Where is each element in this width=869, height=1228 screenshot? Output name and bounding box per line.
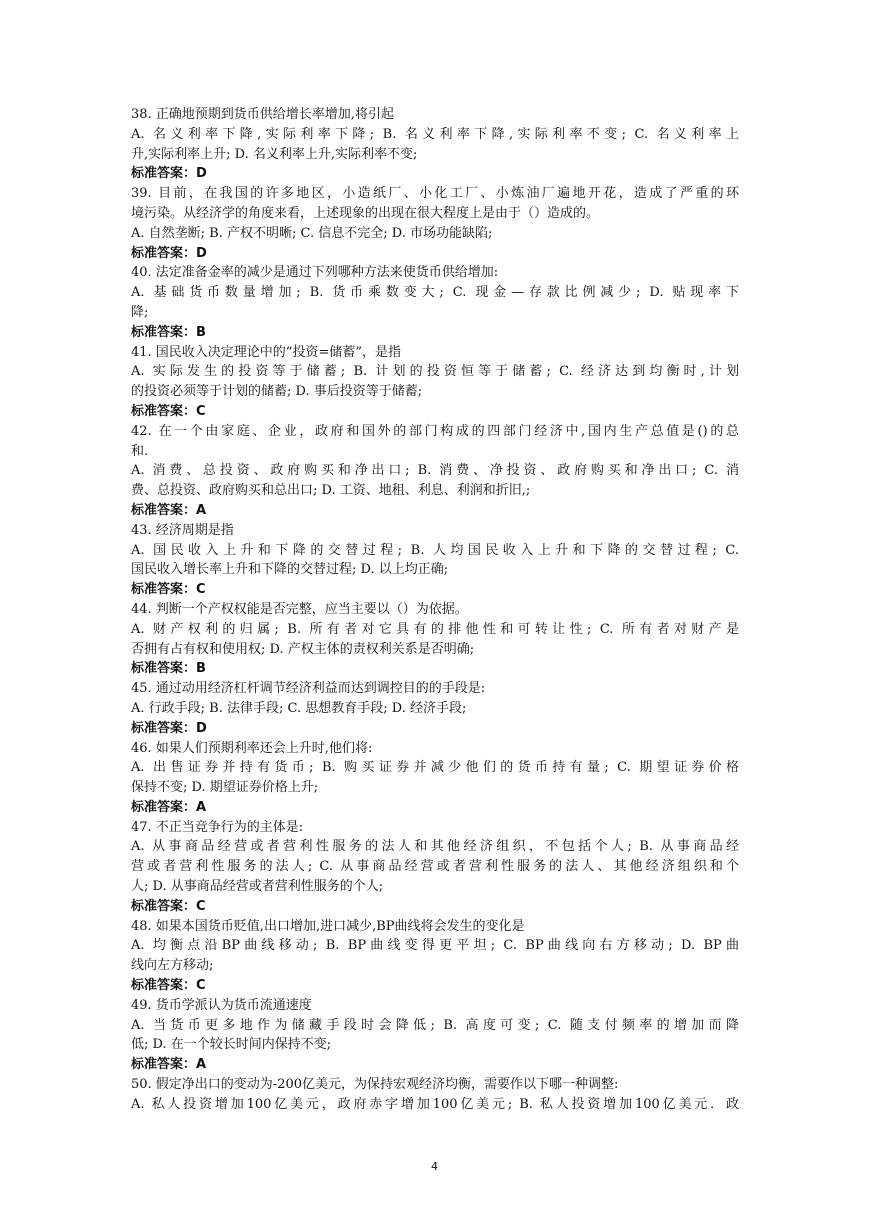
question-block bbox=[131, 679, 739, 738]
question-block bbox=[131, 1075, 739, 1115]
standard-answer: 标准答案：A bbox=[131, 502, 207, 518]
question-text-line: 境污染。从经济学的角度来看，上述现象的出现在很大程度上是由于（）造成的。 bbox=[131, 205, 600, 221]
standard-answer: 标准答案：D bbox=[131, 720, 207, 736]
standard-answer: 标准答案：D bbox=[131, 166, 207, 182]
question-stem-line: 47. 不正当竞争行为的主体是: bbox=[131, 819, 304, 835]
question-text-line: A. 国民收入上升和下降的交替过程; B. 人均国民收入上升和下降的交替过程; C. bbox=[131, 542, 739, 558]
question-stem-line: 43. 经济周期是指 bbox=[131, 522, 234, 538]
standard-answer: 标准答案：D bbox=[131, 245, 207, 261]
standard-answer: 标准答案：C bbox=[131, 978, 206, 994]
question-text-line: A. 均衡点沿BP曲线移动; B. BP曲线变得更平坦; C. BP曲线向右方移动; D. BP曲 bbox=[131, 938, 739, 954]
question-text-line: 人; D. 从事商品经营或者营利性服务的个人; bbox=[131, 879, 384, 895]
question-text-line: 的投资必须等于计划的储蓄; D. 事后投资等于储蓄; bbox=[131, 384, 423, 400]
question-stem-line: 44. 判断一个产权权能是否完整，应当主要以（）为依据。 bbox=[131, 601, 468, 617]
standard-answer: 标准答案：C bbox=[131, 582, 206, 598]
page-number: 4 bbox=[431, 1160, 438, 1173]
question-text-line: 国民收入增长率上升和下降的交替过程; D. 以上均正确; bbox=[131, 562, 449, 578]
question-stem-line: 45. 通过动用经济杠杆调节经济利益而达到调控目的的手段是: bbox=[131, 681, 486, 697]
standard-answer: 标准答案：C bbox=[131, 898, 206, 914]
question-block bbox=[131, 521, 739, 600]
question-text-line: A. 实际发生的投资等于储蓄; B. 计划的投资恒等于储蓄; C. 经济达到均衡时,计划 bbox=[131, 364, 739, 380]
question-text-line: A. 行政手段; B. 法律手段; C. 思想教育手段; D. 经济手段; bbox=[131, 700, 467, 716]
question-stem-line: 40. 法定准备金率的减少是通过下列哪种方法来使货币供给增加: bbox=[131, 265, 499, 281]
standard-answer: 标准答案：B bbox=[131, 324, 206, 340]
question-text-line: A. 私人投资增加100亿美元，政府赤字增加100亿美元; B. 私人投资增加100亿美元．政 bbox=[131, 1096, 739, 1112]
question-block bbox=[131, 343, 739, 422]
question-text-line: A. 基础货币数量增加; B. 货币乘数变大; C. 现金—存款比例减少; D. 贴现率下 bbox=[131, 285, 739, 301]
question-text-line: A. 当货币更多地作为储藏手段时会降低; B. 高度可变; C. 随支付频率的增加而降 bbox=[131, 1017, 739, 1033]
question-stem-line: 46. 如果人们预期利率还会上升时,他们将: bbox=[131, 740, 373, 756]
question-text-line: A. 财产权利的归属; B. 所有者对它具有的排他性和可转让性; C. 所有者对财产是 bbox=[131, 621, 739, 637]
question-stem-line: 48. 如果本国货币贬值,出口增加,进口减少,BP曲线将会发生的变化是 bbox=[131, 918, 525, 934]
standard-answer: 标准答案：B bbox=[131, 661, 206, 677]
question-text-line: 降; bbox=[131, 304, 149, 320]
question-stem-line: 39. 目前，在我国的许多地区，小造纸厂、小化工厂、小炼油厂遍地开花，造成了严重的环 bbox=[131, 186, 739, 202]
question-text-line: 费、总投资、政府购买和总出口; D. 工资、地租、利息、利润和折旧,; bbox=[131, 483, 531, 499]
question-text-line: A. 从事商品经营或者营利性服务的法人和其他经济组织，不包括个人; B. 从事商品经 bbox=[131, 839, 739, 855]
question-text-line: 否拥有占有权和使用权; D. 产权主体的责权利关系是否明确; bbox=[131, 641, 475, 657]
question-stem-line: 41. 国民收入决定理论中的“投资=储蓄”，是指 bbox=[131, 344, 401, 360]
question-block bbox=[131, 263, 739, 342]
question-list bbox=[131, 105, 739, 1115]
question-stem-line: 50. 假定净出口的变动为-200亿美元，为保持宏观经济均衡，需要作以下哪一种调整: bbox=[131, 1077, 619, 1093]
question-block bbox=[131, 818, 739, 917]
question-block bbox=[131, 105, 739, 184]
question-block bbox=[131, 422, 739, 521]
question-text-line: A. 出售证券并持有货币; B. 购买证券并减少他们的货币持有量; C. 期望证券价格 bbox=[131, 760, 739, 776]
question-block bbox=[131, 184, 739, 263]
question-text-line: 营或者营利性服务的法人; C. 从事商品经营或者营利性服务的法人、其他经济组织和个 bbox=[131, 859, 739, 875]
standard-answer: 标准答案：C bbox=[131, 403, 206, 419]
question-stem-line: 42. 在一个由家庭、企业，政府和国外的部门构成的四部门经济中,国内生产总值是()的总 bbox=[131, 423, 739, 439]
question-stem-line: 38. 正确地预期到货币供给增长率增加,将引起 bbox=[131, 107, 394, 122]
question-block bbox=[131, 996, 739, 1075]
question-block bbox=[131, 739, 739, 818]
question-text-line: 和. bbox=[131, 443, 149, 459]
standard-answer: 标准答案：A bbox=[131, 1057, 207, 1073]
question-text-line: 保持不变; D. 期望证券价格上升; bbox=[131, 780, 319, 796]
question-text-line: 低; D. 在一个较长时间内保持不变; bbox=[131, 1037, 332, 1053]
standard-answer: 标准答案：A bbox=[131, 799, 207, 815]
question-text-line: 升,实际利率上升; D. 名义利率上升,实际利率不变; bbox=[131, 146, 418, 162]
question-block bbox=[131, 917, 739, 996]
question-text-line: A. 自然垄断; B. 产权不明晰; C. 信息不完全; D. 市场功能缺陷; bbox=[131, 225, 493, 241]
question-text-line: A. 消费、总投资、政府购买和净出口; B. 消费、净投资、政府购买和净出口; C. 消 bbox=[131, 463, 739, 479]
question-text-line: 线向左方移动; bbox=[131, 958, 214, 974]
question-stem-line: 49. 货币学派认为货币流通速度 bbox=[131, 997, 312, 1013]
question-text-line: A. 名义利率下降,实际利率下降; B. 名义利率下降,实际利率不变; C. 名义利率上 bbox=[131, 126, 739, 142]
question-block bbox=[131, 600, 739, 679]
